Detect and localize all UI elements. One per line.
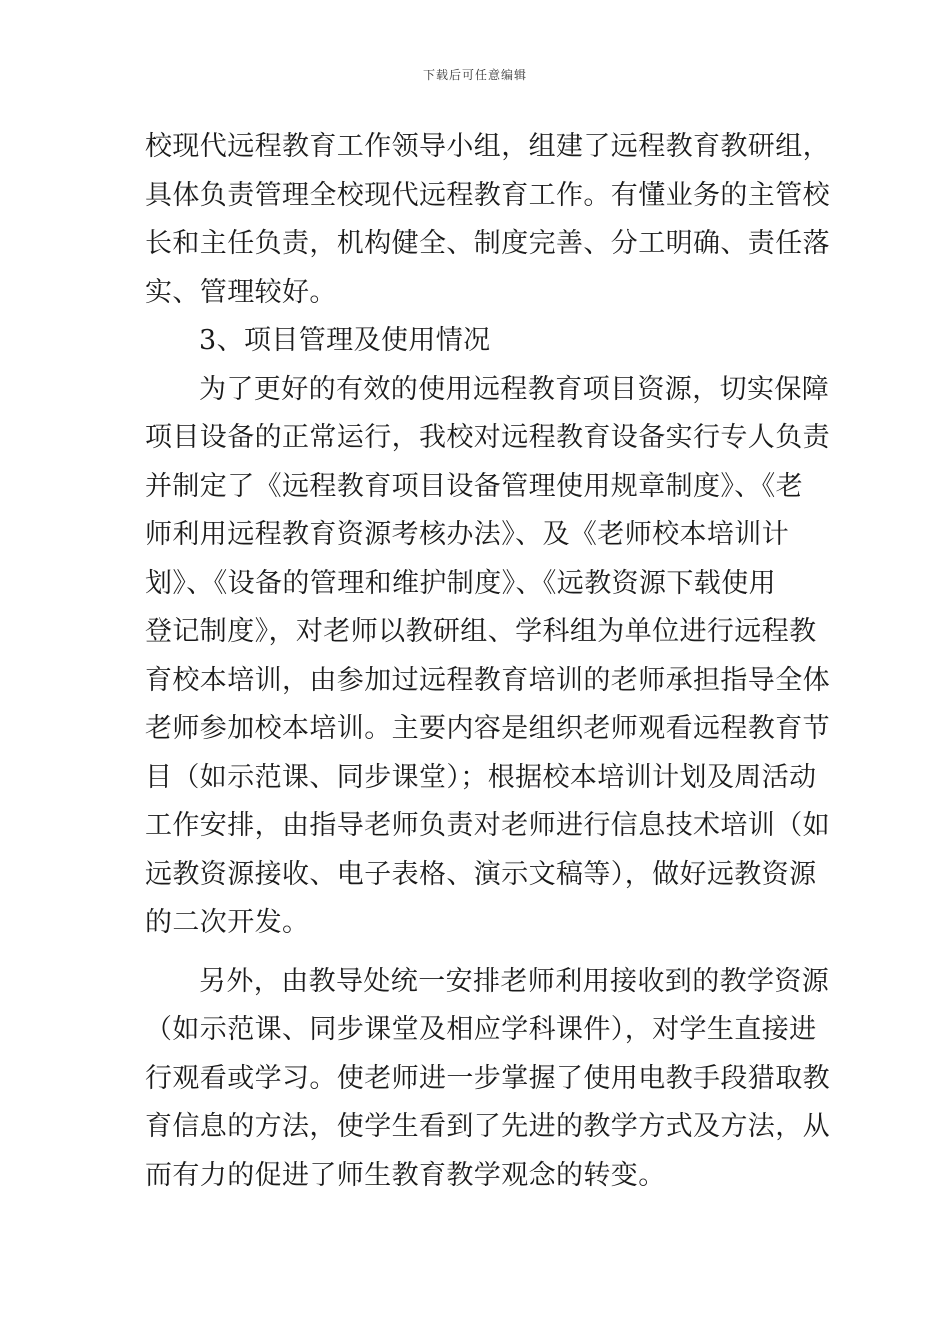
text-line: 实、管理较好。 [145, 276, 337, 308]
text-line: 校现代远程教育工作领导小组，组建了远程教育教研组， [145, 131, 830, 162]
text-line: 项目设备的正常运行，我校对远程教育设备实行专人负责 [145, 422, 830, 453]
text-line: 育校本培训，由参加过远程教育培训的老师承担指导全体 [145, 664, 830, 696]
paragraph-leadership [145, 123, 830, 317]
section-heading-text: 3、项目管理及使用情况 [199, 325, 491, 356]
section-heading [145, 317, 807, 366]
paragraph-spacer [145, 948, 807, 958]
text-line: 育信息的方法，使学生看到了先进的教学方式及方法，从 [145, 1111, 830, 1142]
text-line: 的二次开发。 [145, 907, 310, 938]
document-body [145, 123, 830, 1200]
text-line: 远教资源接收、电子表格、演示文稿等），做好远教资源 [145, 858, 817, 890]
text-line: 为了更好的有效的使用远程教育项目资源，切实保障 [199, 373, 830, 405]
text-line: 登记制度》，对老师以教研组、学科组为单位进行远程教 [145, 616, 817, 647]
text-line: （如示范课、同步课堂及相应学科课件），对学生直接进 [145, 1014, 817, 1045]
text-line: 划》、《设备的管理和维护制度》、《远教资源下载使用 [145, 567, 776, 599]
text-line: 具体负责管理全校现代远程教育工作。有懂业务的主管校 [145, 179, 830, 211]
paragraph-teaching-resources [145, 958, 830, 1201]
paragraph-project-management [145, 366, 830, 948]
text-line: 目（如示范课、同步课堂）；根据校本培训计划及周活动 [145, 761, 817, 793]
text-line: 长和主任负责，机构健全、制度完善、分工明确、责任落 [145, 228, 830, 259]
text-line: 而有力的促进了师生教育教学观念的转变。 [145, 1159, 666, 1191]
header-note: 下载后可任意编辑 [422, 68, 527, 82]
text-line: 并制定了《远程教育项目设备管理使用规章制度》、《老 [145, 470, 803, 502]
text-line: 行观看或学习。使老师进一步掌握了使用电教手段猎取教 [145, 1062, 830, 1094]
text-line: 老师参加校本培训。主要内容是组织老师观看远程教育节 [145, 713, 830, 744]
text-line: 另外，由教导处统一安排老师利用接收到的教学资源 [199, 965, 830, 997]
text-line: 师利用远程教育资源考核办法》、及《老师校本培训计 [145, 519, 790, 550]
text-line: 工作安排，由指导老师负责对老师进行信息技术培训（如 [145, 810, 830, 841]
